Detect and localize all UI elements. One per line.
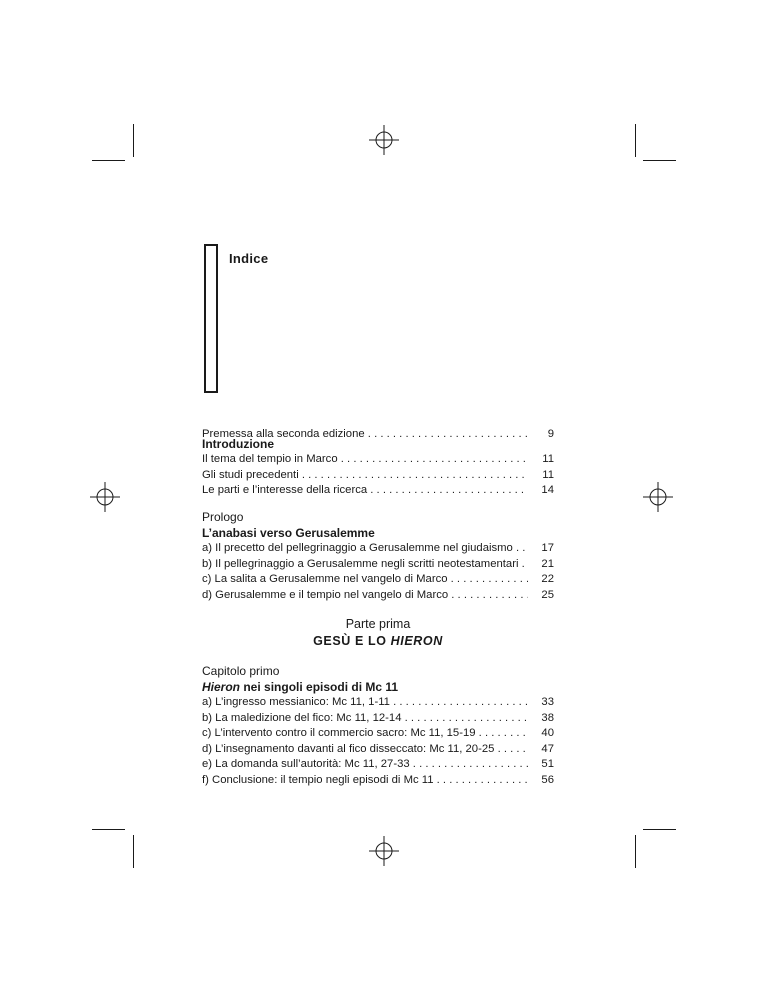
- toc-entry-label: c) La salita a Gerusalemme nel vangelo di Marco . . .: [202, 572, 528, 588]
- toc-entry-label: Gli studi precedenti . . .: [202, 468, 528, 484]
- toc-entry[interactable]: [202, 572, 554, 588]
- toc-entry[interactable]: [202, 541, 554, 557]
- toc-entry-page: 11: [542, 468, 554, 481]
- toc-entry-label: d) L’insegnamento davanti al fico disseccato: Mc 11, 20-25 . . .: [202, 742, 528, 758]
- section-heading-italic: Hieron: [202, 680, 241, 694]
- section-kicker: Prologo: [202, 510, 244, 524]
- toc-entry-page: 17: [541, 542, 554, 554]
- section-heading: L’anabasi verso Gerusalemme: [202, 526, 375, 540]
- crop-mark-bottom-right-v: [635, 835, 636, 868]
- toc-entry-label: b) La maledizione del fico: Mc 11, 12-14 . . .: [202, 711, 528, 727]
- toc-entry-page: 33: [541, 696, 554, 708]
- toc-entry-label: Il tema del tempio in Marco . . .: [202, 452, 528, 468]
- toc-entry[interactable]: [202, 588, 554, 604]
- registration-target-bottom-icon: [369, 836, 399, 866]
- toc-entry-page: 25: [541, 588, 554, 601]
- page-title: Indice: [229, 251, 269, 266]
- toc-entry[interactable]: [202, 695, 554, 711]
- toc-introduzione: [202, 436, 554, 499]
- index-decorative-bar: [204, 244, 218, 393]
- toc-entry[interactable]: [202, 452, 554, 468]
- toc-entry-page: 56: [541, 773, 554, 786]
- crop-mark-bottom-right-h: [643, 829, 676, 830]
- crop-mark-top-left-v: [133, 124, 134, 157]
- crop-mark-bottom-left-v: [133, 835, 134, 868]
- toc-entry-page: 47: [541, 742, 554, 755]
- toc-entry-label: d) Gerusalemme e il tempio nel vangelo di Marco . . .: [202, 588, 528, 604]
- section-heading-rest: nei singoli episodi di Mc 11: [240, 680, 399, 694]
- toc-entry[interactable]: [202, 483, 554, 499]
- registration-target-left-icon: [90, 482, 120, 512]
- registration-target-top-icon: [369, 125, 399, 155]
- toc-entry[interactable]: [202, 773, 554, 789]
- toc-entry-label: Premessa alla seconda edizione . . .: [202, 427, 528, 443]
- toc-entry-page: 14: [541, 484, 554, 497]
- part-title-italic: HIERON: [390, 634, 443, 648]
- toc-entry[interactable]: [202, 557, 554, 573]
- crop-mark-bottom-left-h: [92, 829, 125, 830]
- toc-entry-page: 22: [541, 573, 554, 586]
- toc-entry-label: f) Conclusione: il tempio negli episodi di Mc 11 . . .: [202, 773, 528, 789]
- crop-mark-top-right-v: [635, 124, 636, 157]
- toc-entry-page: 38: [541, 711, 554, 724]
- toc-entry[interactable]: [202, 757, 554, 773]
- part-kicker: Parte prima: [345, 617, 411, 631]
- crop-mark-top-left-h: [92, 160, 125, 161]
- part-title: [202, 634, 554, 648]
- toc-entry-label: a) Il precetto del pellegrinaggio a Gerusalemme nel giudaismo . . .: [202, 541, 528, 557]
- toc-entry-label: c) L’intervento contro il commercio sacro: Mc 11, 15-19 . . .: [202, 726, 528, 742]
- toc-entry-page: 9: [547, 428, 554, 440]
- section-kicker: Capitolo primo: [202, 664, 280, 678]
- toc-entry-label: e) La domanda sull’autorità: Mc 11, 27-33 . . .: [202, 757, 528, 773]
- registration-target-right-icon: [643, 482, 673, 512]
- toc-entry[interactable]: [202, 468, 554, 484]
- toc-entry-label: b) Il pellegrinaggio a Gerusalemme negli scritti neotestamentari . . .: [202, 557, 528, 573]
- toc-entry-page: 51: [541, 758, 554, 771]
- toc-capitolo-primo: [202, 663, 554, 789]
- toc-entry-page: 21: [541, 557, 554, 570]
- part-title-plain: GESÙ E LO: [313, 634, 391, 648]
- toc-entry-label: a) L’ingresso messianico: Mc 11, 1-11 . . .: [202, 695, 528, 711]
- section-heading: Introduzione: [202, 437, 274, 451]
- toc-entry[interactable]: [202, 711, 554, 727]
- toc-entry-page: 11: [542, 453, 554, 465]
- toc-prologo: [202, 509, 554, 603]
- toc-entry[interactable]: [202, 726, 554, 742]
- section-heading: [202, 679, 554, 695]
- toc-entry[interactable]: [202, 742, 554, 758]
- crop-mark-top-right-h: [643, 160, 676, 161]
- toc-entry-label: Le parti e l’interesse della ricerca . . .: [202, 483, 528, 499]
- toc-entry-page: 40: [541, 727, 554, 740]
